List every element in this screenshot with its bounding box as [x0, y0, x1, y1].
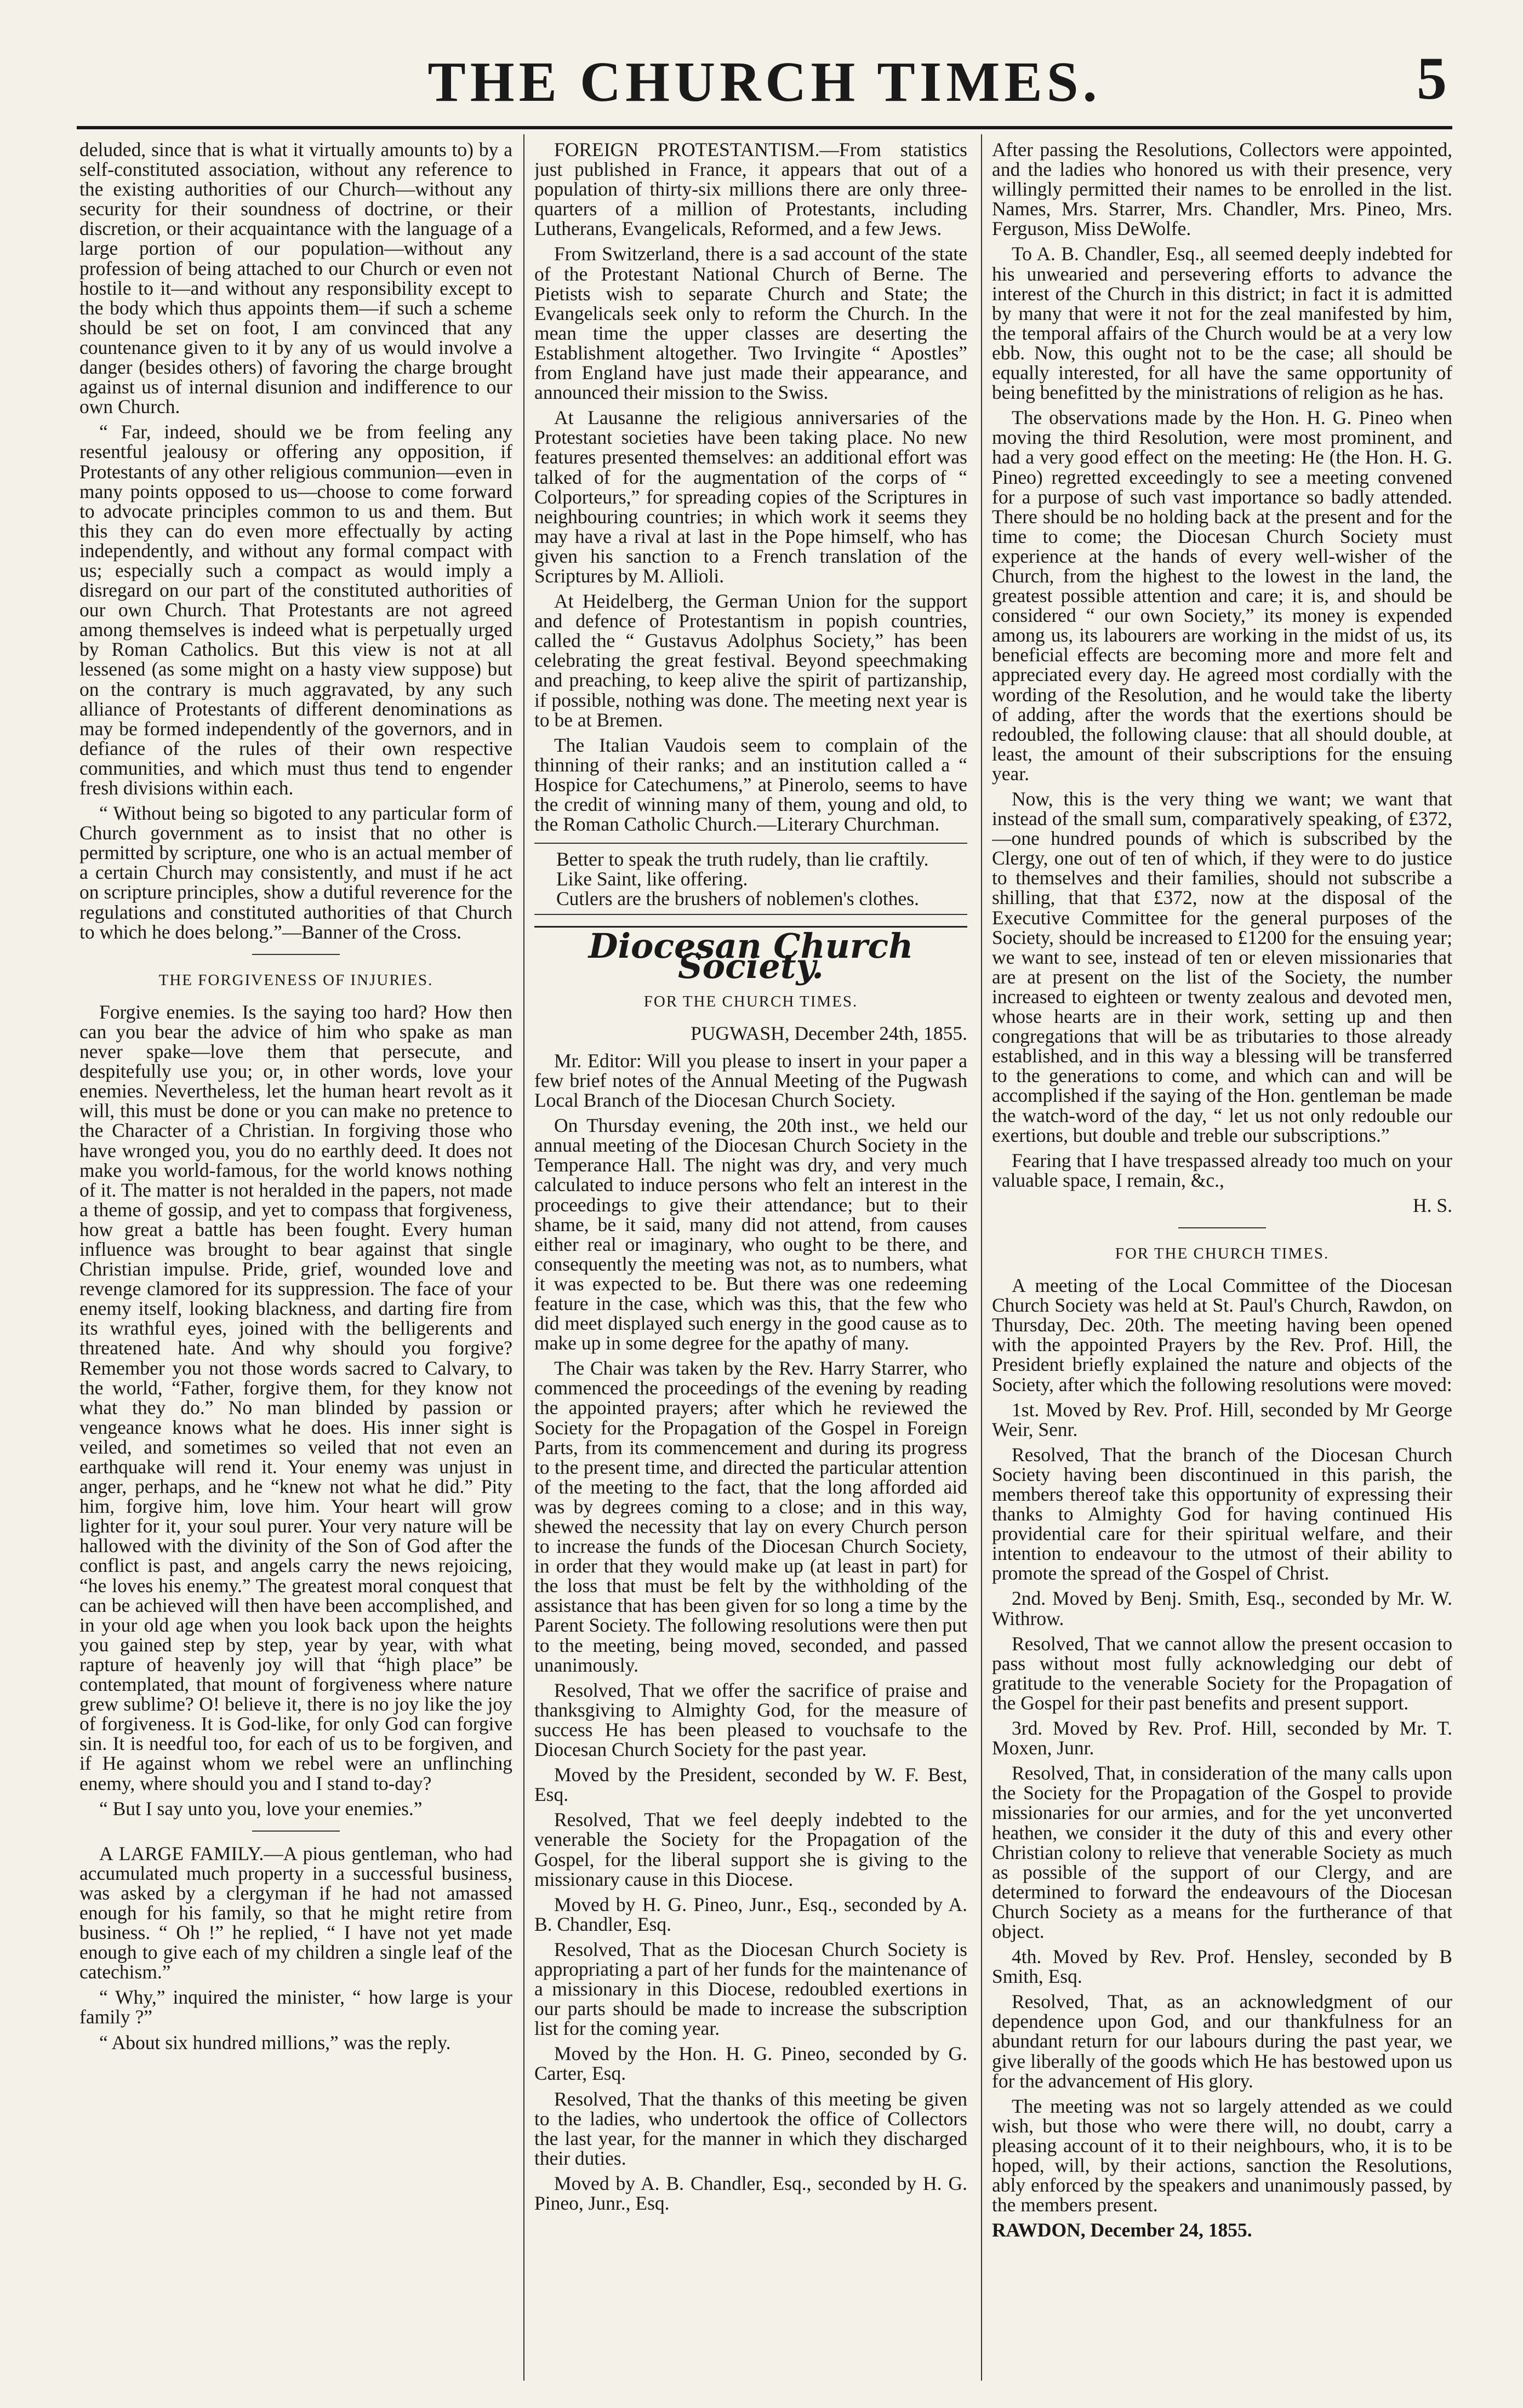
article-paragraph: A LARGE FAMILY.—A pious gentleman, who had accumulated much property in a successful business, was asked by a clergyman if he had not amassed enough for his family, so that he might retire from business. “ Oh !” he replied, “ I have not yet made enough to give each of my children a single leaf of the catechism.”	[79, 1842, 512, 1983]
meeting-paragraph: Resolved, That, in consideration of the many calls upon the Society for the Propagation of the Gospel to provide missionaries for our armies, and for the yet unconverted heathen, we consider it the duty of this and every other Christian colony to relieve that venerable Society as much as possible of the support of our Clergy, and are determined to forward the endeavours of the Diocesan Church Society as a means for the furtherance of that object.	[992, 1762, 1452, 1942]
article-paragraph: deluded, since that is what it virtually amounts to) by a self-constituted association, without any reference to the existing authorities of our Church—without any security for their soundness of doctrine, or their discretion, or their acquaintance with the language of a large portion of our population—without any profession of being attached to our Church or even not hostile to it—and without any responsibility except to the body which thus appoints them—if such a scheme should be set on foot, I am convinced that any countenance given to it by any of us would involve a danger (besides others) of favoring the charge brought against us of internal disunion and indifference to our own Church.	[79, 140, 512, 418]
page-number: 5	[1417, 45, 1447, 112]
article-paragraph: From Switzerland, there is a sad account of the state of the Protestant National Church of Berne. The Pietists wish to separate Church and State; the Evangelicals seek only to reform the Church. In the mean time the upper classes are deserting the Establishment altogether. Two Irvingite “ Apostles” from England have just made their appearance, and announced their mission to the Swiss.	[534, 243, 967, 404]
article-paragraph: “ Far, indeed, should we be from feeling any resentful jealousy or offering any opposition, if Protestants of any other religious communion—even in many points opposed to us—choose to come forward to advocate principles common to us and them. But this they can do even more effectually by acting independently, and without any formal compact with us; especially such a compact as would imply a disregard on our part of the constituted authorities of our own Church. That Protestants are not agreed among themselves is indeed what is perpetually urged by Roman Catholics. But this view is not at all lessened (as some might on a hasty view suppose) but on the contrary is much aggravated, by any such alliance of Protestants of different denominations as may be formed independently of the governors, and in defiance of the rules of their own respective communities, and which must thus tend to engender fresh divisions within each.	[79, 421, 512, 799]
proverb-line: Like Saint, like offering.	[556, 868, 748, 890]
section-rule	[252, 954, 340, 955]
byline: FOR THE CHURCH TIMES.	[643, 992, 858, 1010]
meeting-paragraph: 2nd. Moved by Benj. Smith, Esq., seconded by Mr. W. Withrow.	[992, 1587, 1452, 1629]
letter-paragraph: On Thursday evening, the 20th inst., we held our annual meeting of the Diocesan Church Society in the Temperance Hall. The night was dry, and very much calculated to induce persons who felt an interest in the proceedings to give their attendance; but to their shame, be it said, many did not attend, from causes either real or imaginary, who ought to be there, and consequently the meeting was not, as to numbers, what it was expected to be. But there was one redeeming feature in the case, which was this, that the few who did meet displayed such energy in the good cause as to make up in some degree for the apathy of many.	[534, 1114, 967, 1354]
closing-dateline: RAWDON, December 24, 1855.	[992, 2219, 1252, 2241]
proverb-line: Cutlers are the brushers of noblemen's clothes.	[556, 888, 919, 910]
meeting-paragraph: Resolved, That the branch of the Diocesan Church Society having been discontinued in this parish, the members thereof take this opportunity of expressing their thanks to Almighty God for having continued His providential care for their spiritual welfare, and their intention to endeavour to the utmost of their ability to promote the spread of the Gospel of Christ.	[992, 1443, 1452, 1585]
letter-paragraph: Moved by H. G. Pineo, Junr., Esq., seconded by A. B. Chandler, Esq.	[534, 1893, 967, 1935]
letter-paragraph: Moved by A. B. Chandler, Esq., seconded by H. G. Pineo, Junr., Esq.	[534, 2172, 967, 2214]
dateline: PUGWASH, December 24th, 1855.	[691, 1022, 967, 1044]
article-paragraph: To A. B. Chandler, Esq., all seemed deeply indebted for his unwearied and persevering efforts to advance the interest of the Church in this district; in fact it is admitted by many that were it not for the zeal manifested by him, the temporal affairs of the Church would be at a very low ebb. Now, this ought not to be the case; all should be equally interested, for all have the same opportunity of being benefitted by the ministrations of religion as he has.	[992, 243, 1452, 404]
column-divider	[981, 134, 982, 2381]
letter-paragraph: Moved by the Hon. H. G. Pineo, seconded by G. Carter, Esq.	[534, 2043, 967, 2085]
article-paragraph: “ But I say unto you, love your enemies.”	[99, 1797, 423, 1820]
newspaper-title: THE CHURCH TIMES.	[427, 50, 1102, 113]
article-paragraph: At Lausanne the religious anniversaries of the Protestant societies have been taking place. No new features presented themselves: an additional effort was talked of for the augmentation of the corps of “ Colporteurs,” for spreading copies of the Scriptures in neighbouring countries; in which work it seems they may have a rival at last in the Pope himself, who has given his sanction to a French translation of the Scriptures by M. Allioli.	[534, 407, 967, 587]
article-paragraph: “ Why,” inquired the minister, “ how large is your family ?”	[79, 1986, 512, 2028]
column-1	[79, 140, 512, 2381]
meeting-paragraph: The meeting was not so largely attended as we could wish, but those who were there will, no doubt, carry a pleasing account of it to their neighbours, who, it is to be hoped, will, by their actions, sanction the Resolutions, ably enforced by the speakers and unanimously passed, by the members present.	[992, 2095, 1452, 2216]
meeting-paragraph: 3rd. Moved by Rev. Prof. Hill, seconded by Mr. T. Moxen, Junr.	[992, 1717, 1452, 1759]
meeting-paragraph: 1st. Moved by Rev. Prof. Hill, seconded by Mr George Weir, Senr.	[992, 1398, 1452, 1440]
masthead	[82, 44, 1447, 126]
article-paragraph: FOREIGN PROTESTANTISM.—From statistics just published in France, it appears that out of a population of thirty-six millions there are only three-quarters of a million of Protestants, including Lutherans, Evangelicals, Reformed, and a few Jews.	[534, 140, 967, 240]
article-paragraph: Fearing that I have trespassed already too much on your valuable space, I remain, &c.,	[992, 1149, 1452, 1191]
letter-paragraph: Resolved, That we feel deeply indebted to the venerable the Society for the Propagation of the Gospel, for the liberal support she is giving to the missionary cause in this Diocese.	[534, 1809, 967, 1890]
article-paragraph: Forgive enemies. Is the saying too hard? How then can you bear the advice of him who spake as man never spake—love them that persecute, and despitefully use you; or, in other words, love your enemies. Nevertheless, let the human heart revolt as it will, this must be done or you can make no pretence to the Character of a Christian. In forgiving those who have wronged you, you do no earthly deed. It does not make you world-famous, for the world knows nothing of it. The matter is not heralded in the papers, not made a theme of gossip, and yet to compass that forgiveness, how great a battle has been fought. Every human influence was brought to bear against that single Christian impulse. Pride, grief, wounded love and revenge clamored for its suppression. The face of your enemy itself, looking blackness, and darting fire from its wrathful eyes, joined with the belligerents and threatened hate. And why should you forgive? Remember you not those words sacred to Calvary, to the world, “Father, forgive them, for they know not what they do.” No man blinded by passion or vengeance knows what he does. His inner sight is veiled, and sometimes so veiled that not even an earthquake will rend it. Your enemy was unjust in anger, perhaps, and he “knew not what he did.” Pity him, forgive him, love him. Your heart will grow lighter for it, your soul purer. Your very nature will be hallowed with the divinity of the Son of God after the conflict is past, and angels carry the news rejoicing, “he loves his enemy.” The greatest moral conquest that can be achieved will then have been accomplished, and in your old age when you look back upon the heights you gained step by step, year by year, with what rapture of heavenly joy will that “high place” be contemplated, that mount of forgiveness where nature grew sublime? O! believe it, there is no joy like the joy of forgiveness. It is God-like, for only God can forgive sin. It is needful too, for each of us to be forgiven, and if He against whom we rebel were an unflinching enemy, where should you and I stand to-day?	[79, 1000, 512, 1794]
proverbs-block	[534, 843, 967, 915]
letter-paragraph: Resolved, That we offer the sacrifice of praise and thanksgiving to Almighty God, for the measure of success He has been pleased to vouchsafe to the Diocesan Church Society for the past year.	[534, 1679, 967, 1761]
letter-paragraph: Mr. Editor: Will you please to insert in your paper a few brief notes of the Annual Meeting of the Pugwash Local Branch of the Diocesan Church Society.	[534, 1049, 967, 1112]
section-rule	[252, 1831, 340, 1832]
article-paragraph: “ Without being so bigoted to any particular form of Church government as to insist that no other is permitted by scripture, one who is an actual member of a certain Church may consistently, and must if he act on scripture principles, show a dutiful reverence for the regulations and constituted authorities of that Church to which he does belong.”—Banner of the Cross.	[79, 802, 512, 943]
article-paragraph: At Heidelberg, the German Union for the support and defence of Protestantism in popish countries, called the “ Gustavus Adolphus Society,” has been celebrating the great festival. Beyond speechmaking and preaching, to keep alive the spirit of partizanship, if possible, nothing was done. The meeting next year is to be at Bremen.	[534, 590, 967, 731]
letter-paragraph: The Chair was taken by the Rev. Harry Starrer, who commenced the proceedings of the evening by reading the appointed prayers; after which he reviewed the Society for the Propagation of the Gospel in Foreign Parts, from its commencement and during its progress to the present time, and directed the particular attention of the meeting to the fact, that the long afforded aid was by degrees coming to a close; and in this way, shewed the necessity that lay on every Church person to increase the funds of the Diocesan Church Society, in order that they would make up (at least in part) for the loss that must be felt by the withholding of the assistance that has been given for so long a time by the Parent Society. The following resolutions were then put to the meeting, being moved, seconded, and passed unanimously.	[534, 1357, 967, 1676]
column-3	[992, 140, 1452, 2381]
meeting-paragraph: 4th. Moved by Rev. Prof. Hensley, seconded by B Smith, Esq.	[992, 1946, 1452, 1988]
meeting-paragraph: Resolved, That, as an acknowledgment of our dependence upon God, and our thankfulness for an abundant return for our labours during the past year, we give liberally of the goods which He has bestowed upon us for the advancement of His glory.	[992, 1991, 1452, 2092]
section-heading-diocesan: Diocesan Church Society.	[534, 926, 967, 976]
article-paragraph: The observations made by the Hon. H. G. Pineo when moving the third Resolution, were most prominent, and had a very good effect on the meeting: He (the Hon. H. G. Pineo) regretted exceedingly to see a meeting convened for a purpose of such vast importance so badly attended. There should be no holding back at the present and for the time to come; the Diocesan Church Society must experience at the hands of every well-wisher of the Church, from the highest to the lowest in the land, the greatest possible attention and care; it is, and should be considered “ our own Society,” its money is expended among us, its labourers are working in the midst of us, its beneficial effects are becoming more and more felt and appreciated every day. He agreed most cordially with the wording of the Resolution, and he would take the liberty of adding, after the words that the exertions should be redoubled, the following clause: that all should double, at least, the amount of their subscriptions for the ensuing year.	[992, 407, 1452, 785]
article-paragraph: Now, this is the very thing we want; we want that instead of the small sum, comparatively speaking, of £372,—one hundred pounds of which is subscribed by the Clergy, one out of ten of which, if they were to do justice to themselves and their families, should not subscribe a shilling, that that £372, now at the disposal of the Executive Committee for the general purposes of the Society, should be increased to £1200 for the ensuing year; we want to see, instead of ten or eleven missionaries that are at present on the list of the Society, the number increased to eighteen or twenty zealous and devoted men, whose hearts are in their work, setting up and then congregations that will be as tributaries to those already established, and in this way a blessing will be transferred to the generations to come, and which can and will be accomplished if the saying of the Hon. gentleman be made the watch-word of the day, “ let us not only redouble our exertions, but double and treble our subscriptions.”	[992, 788, 1452, 1146]
meeting-paragraph: A meeting of the Local Committee of the Diocesan Church Society was held at St. Paul's Church, Rawdon, on Thursday, Dec. 20th. The meeting having been opened with the appointed Prayers by the Rev. Prof. Hill, the President briefly explained the nature and objects of the Society, after which the following resolutions were moved:	[992, 1274, 1452, 1395]
proverb-line: Better to speak the truth rudely, than lie craftily.	[556, 848, 929, 871]
letter-paragraph: Resolved, That the thanks of this meeting be given to the ladies, who undertook the office of Collectors the last year, for the manner in which they discharged their duties.	[534, 2087, 967, 2169]
letter-paragraph: Moved by the President, seconded by W. F. Best, Esq.	[534, 1764, 967, 1806]
masthead-rule	[77, 126, 1452, 129]
article-paragraph: “ About six hundred millions,” was the reply.	[99, 2031, 451, 2054]
signature: H. S.	[1412, 1194, 1452, 1216]
article-paragraph: After passing the Resolutions, Collectors were appointed, and the ladies who honored us with their presence, very willingly permitted their names to be enrolled in the list. Names, Mrs. Starrer, Mrs. Chandler, Mrs. Pineo, Mrs. Ferguson, Miss DeWolfe.	[992, 140, 1452, 240]
meeting-paragraph: Resolved, That we cannot allow the present occasion to pass without most fully acknowledging our debt of gratitude to the venerable Society for the Propagation of the Gospel for their past benefits and present support.	[992, 1632, 1452, 1714]
byline: FOR THE CHURCH TIMES.	[1115, 1244, 1330, 1262]
column-divider	[523, 134, 524, 2381]
section-rule	[1178, 1227, 1266, 1228]
column-2	[534, 140, 967, 2381]
letter-paragraph: Resolved, That as the Diocesan Church Society is appropriating a part of her funds for the maintenance of a missionary in this Diocese, redoubled exertions in our parts should be made to increase the subscription list for the coming year.	[534, 1938, 967, 2040]
article-paragraph: The Italian Vaudois seem to complain of the thinning of their ranks; and an institution called a “ Hospice for Catechumens,” at Pinerolo, seems to have the credit of winning many of them, young and old, to the Roman Catholic Church.—Literary Churchman.	[534, 734, 967, 836]
section-heading-forgiveness: THE FORGIVENESS OF INJURIES.	[158, 971, 433, 989]
